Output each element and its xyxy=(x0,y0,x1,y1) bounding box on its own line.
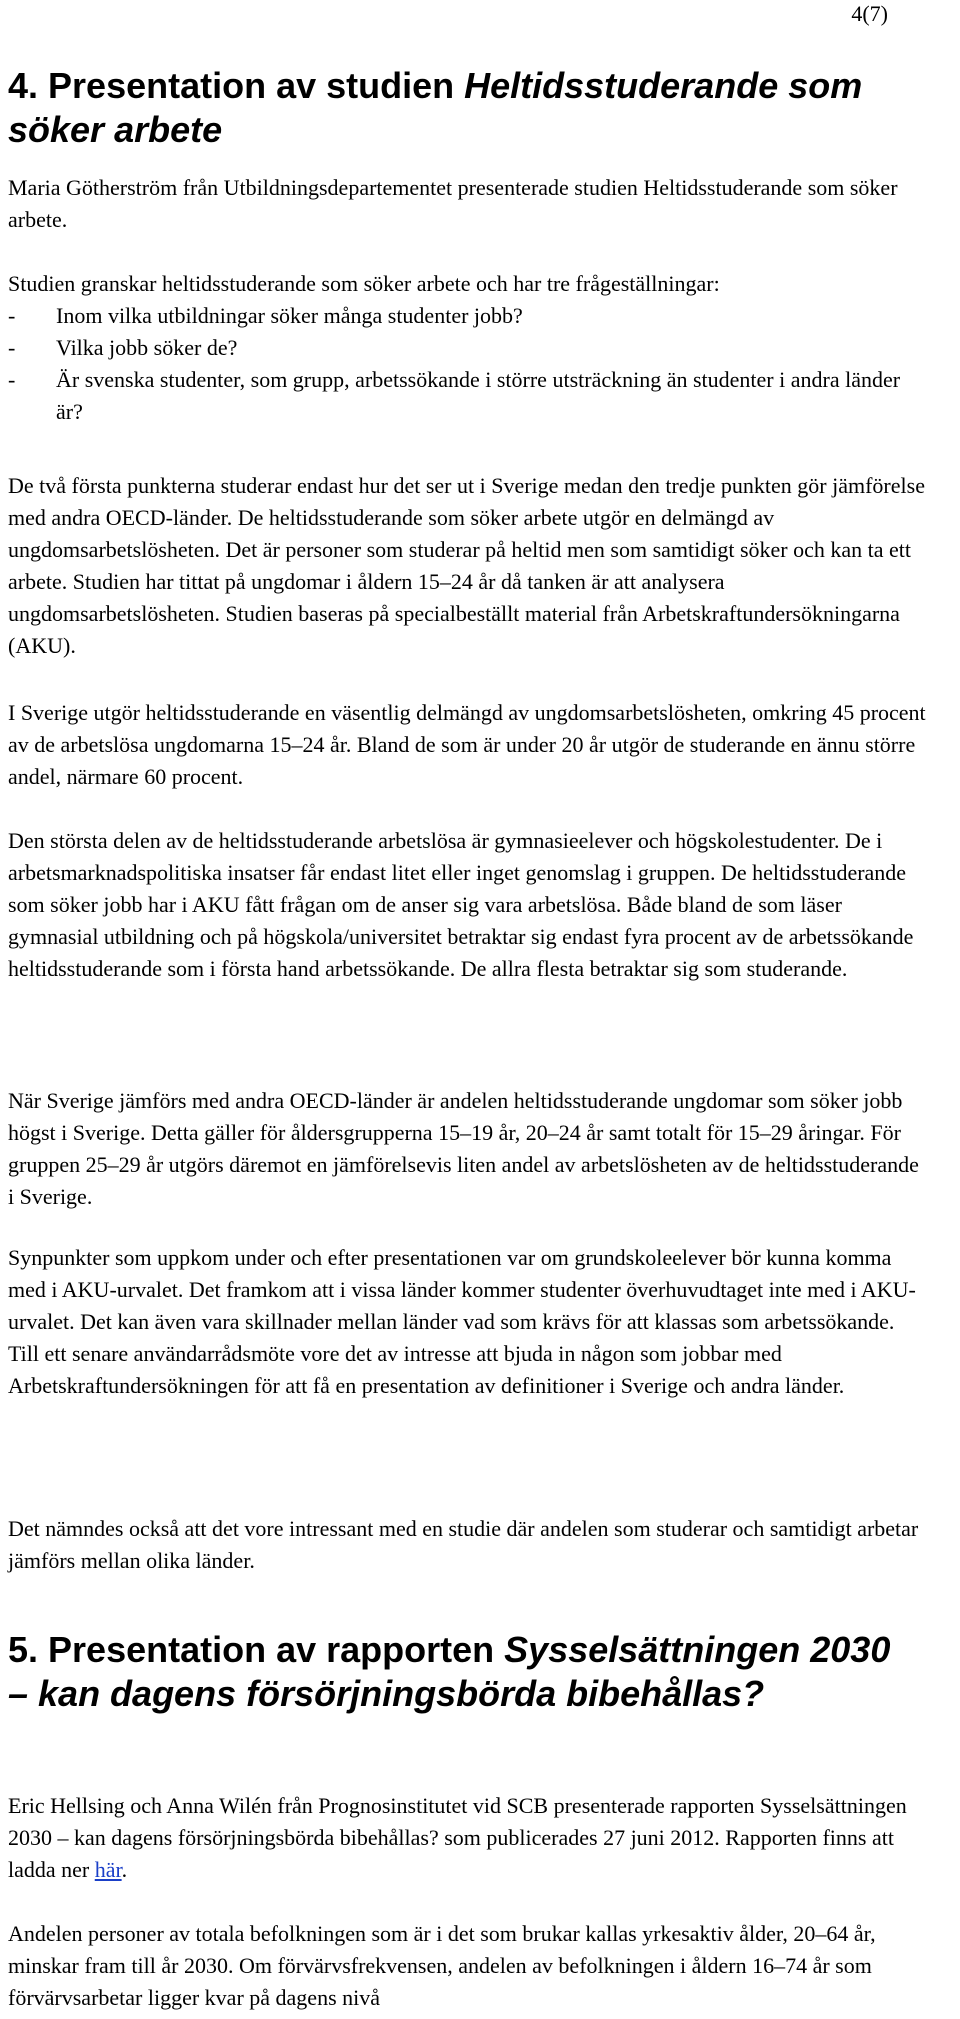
list-item-text: Vilka jobb söker de? xyxy=(56,335,238,360)
page-number: 4(7) xyxy=(851,1,888,26)
list-item xyxy=(8,300,918,332)
section-5-paragraph-1-end: . xyxy=(121,1857,128,1882)
section-4-paragraph-4: I Sverige utgör heltidsstuderande en väsentlig delmängd av ungdomsarbetslösheten, omkring 45 procent av de arbetslösa ungdomarna 15–24 år. Bland de som är under 20 år utgör de studerande en ännu större andel, närmare 60 procent. xyxy=(8,700,926,789)
section-4-heading-prefix: 4. Presentation av studien xyxy=(8,65,465,106)
section-5-heading-title: Sysselsättningen 2030 – kan dagens försörjningsbörda bibehållas? xyxy=(8,1629,891,1714)
section-5-paragraph-2: Andelen personer av totala befolkningen som är i det som brukar kallas yrkesaktiv ålder, 20–64 år, minskar fram till år 2030. Om förvärvsfrekvensen, andelen av befolkningen i åldern 16–74 år som förvärvsarbetar ligger kvar på dagens nivå xyxy=(8,1921,876,2010)
section-5-paragraph-1 xyxy=(8,1790,928,1886)
section-4-questions-intro: Studien granskar heltidsstuderande som söker arbete och har tre frågeställningar: xyxy=(8,271,720,296)
section-4-paragraph-3: De två första punkterna studerar endast hur det ser ut i Sverige medan den tredje punkten gör jämförelse med andra OECD-länder. De heltidsstuderande som söker arbete utgör en delmängd av ungdomsarbetslösheten. Det är personer som studerar på heltid men som samtidigt söker och kan ta ett arbete. Studien har tittat på ungdomar i åldern 15–24 år då tanken är att analysera ungdomsarbetslösheten. Studien baseras på specialbeställt material från Arbetskraftundersökningarna (AKU). xyxy=(8,473,925,658)
section-5-heading xyxy=(8,1628,908,1716)
download-report-link[interactable]: här xyxy=(94,1857,122,1882)
list-item-text: Inom vilka utbildningar söker många studenter jobb? xyxy=(56,303,523,328)
section-4-paragraph-7: Synpunkter som uppkom under och efter presentationen var om grundskoleelever bör kunna komma med i AKU-urvalet. Det framkom att i vissa länder kommer studenter överhuvudtaget inte med i AKU-urvalet. Det kan även vara skillnader mellan länder vad som krävs för att klassas som arbetssökande. Till ett senare användarrådsmöte vore det av intresse att bjuda in någon som jobbar med Arbetskraftundersökningen för att få en presentation av definitioner i Sverige och andra länder. xyxy=(8,1245,916,1398)
section-4-paragraph-8: Det nämndes också att det vore intressant med en studie där andelen som studerar och samtidigt arbetar jämförs mellan olika länder. xyxy=(8,1516,919,1573)
list-item-text: Är svenska studenter, som grupp, arbetssökande i större utsträckning än studenter i andra länder är? xyxy=(56,367,901,424)
section-4-paragraph-1: Maria Götherström från Utbildningsdepartementet presenterade studien Heltidsstuderande som söker arbete. xyxy=(8,175,898,232)
list-dash: - xyxy=(8,335,16,360)
section-4-paragraph-6: När Sverige jämförs med andra OECD-länder är andelen heltidsstuderande ungdomar som söker jobb högst i Sverige. Detta gäller för åldersgrupperna 15–19 år, 20–24 år samt totalt för 15–29 åringar. För gruppen 25–29 år utgörs däremot en jämförelsevis liten andel av arbetslösheten av de heltidsstuderande i Sverige. xyxy=(8,1088,919,1209)
section-4-heading xyxy=(8,64,888,152)
section-4-questions xyxy=(8,268,928,428)
questions-list xyxy=(8,300,928,428)
section-4-paragraph-5: Den största delen av de heltidsstuderande arbetslösa är gymnasieelever och högskolestudenter. De i arbetsmarknadspolitiska insatser får endast litet eller inget genomslag i gruppen. De heltidsstuderande som söker jobb har i AKU fått frågan om de anser sig vara arbetslösa. Både bland de som läser gymnasial utbildning och på högskola/universitet betraktar sig endast fyra procent av de arbetssökande heltidsstuderande som i första hand arbetssökande. De allra flesta betraktar sig som studerande. xyxy=(8,828,914,981)
list-dash: - xyxy=(8,303,16,328)
section-5-paragraph-1-text: Eric Hellsing och Anna Wilén från Prognosinstitutet vid SCB presenterade rapporten Sysselsättningen 2030 – kan dagens försörjningsbörda bibehållas? som publicerades 27 juni 2012. Rapporten finns att ladda ner xyxy=(8,1793,907,1882)
section-4-heading-title: Heltidsstuderande som söker arbete xyxy=(8,65,863,150)
list-item xyxy=(8,332,918,364)
list-dash: - xyxy=(8,367,16,392)
list-item xyxy=(8,364,918,428)
section-5-heading-prefix: 5. Presentation av rapporten xyxy=(8,1629,505,1670)
